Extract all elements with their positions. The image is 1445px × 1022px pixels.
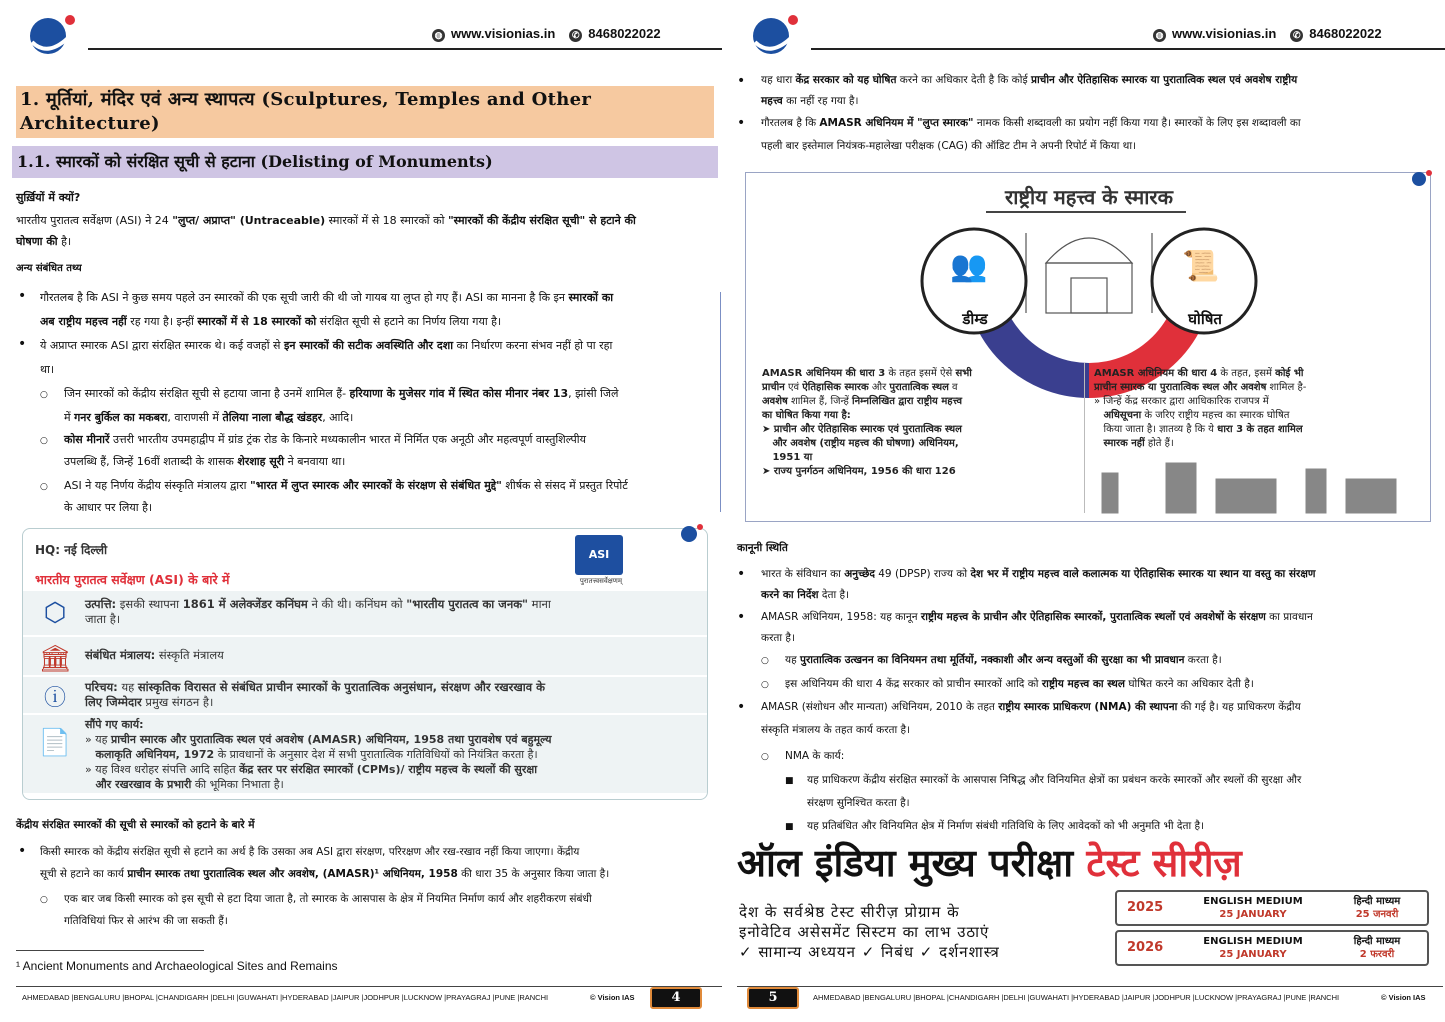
bullet: •	[737, 566, 746, 582]
divider	[1084, 363, 1085, 513]
sub-bullet: ○	[761, 752, 769, 762]
header-rule	[88, 48, 722, 50]
functions-row: 📄 सौंपे गए कार्य: » यह प्राचीन स्मारक और पुरातात्विक स्थल एवं अवशेष (AMASR) अधिनियम, 1958 तथा पुरावशेष एवं बहुमूल्य कलाकृति अधिनियम, 1972 के प्रावधानों के अनुसार देश में सभी पुरातात्विक गतिविधियों को नियंत्रित करता है। » यह विश्व धरोहर संपत्ति आदि सहित केंद्र स्तर पर संरक्षित स्मारकों (CPMs)/ राष्ट्रीय महत्त्व के स्थलों की सुरक्षा और रखरखाव के प्रभारी की भूमिका निभाता है।	[23, 715, 707, 793]
fact-1-line-1: गौरतलब है कि ASI ने कुछ समय पहले उन स्मारकों की एक सूची जारी की थी जो गायब या लुप्त हो गए हैं। ASI का मानना है कि इन स्मारकों का	[40, 291, 614, 304]
infographic-title: राष्ट्रीय महत्त्व के स्मारक	[1005, 185, 1173, 209]
vision-logo-icon	[749, 12, 805, 56]
square-bullet: ■	[785, 776, 794, 786]
legal-2-line-1: AMASR अधिनियम, 1958: यह कानून राष्ट्रीय महत्त्व के प्राचीन और ऐतिहासिक स्मारकों, पुरातात्विक स्थलों एवं अवशेषों के संरक्षण का प्रावधान	[761, 611, 1313, 623]
nma-heading: NMA के कार्य:	[785, 750, 845, 762]
footnote-rule	[16, 950, 204, 951]
declared-label: घोषित	[1188, 310, 1222, 328]
vision-logo-icon	[679, 523, 705, 543]
ministry-row: 🏛 संबंधित मंत्रालय: संस्कृति मंत्रालय	[23, 637, 707, 675]
fact-1-line-2: अब राष्ट्रीय महत्त्व नहीं रह गया है। इन्हीं स्मारकों में से 18 स्मारकों को संरक्षित सूची से हटाने का निर्णय लिया गया है।	[40, 315, 502, 328]
why-heading: सुर्ख़ियों में क्यों?	[16, 191, 81, 204]
footer-brand: © Vision IAS	[1381, 993, 1426, 1002]
fact-2-line-2: था।	[40, 363, 55, 376]
phone-number: 8468022022	[588, 26, 661, 41]
page-4	[0, 0, 722, 1022]
sub-bullet: ○	[40, 482, 48, 492]
batch-2025[interactable]: 2025 ENGLISH MEDIUM 25 JANUARY हिन्दी माध्यम 25 जनवरी	[1115, 890, 1429, 926]
origin-row: ⬡ उत्पत्ति: इसकी स्थापना 1861 में अलेक्जेंडर कनिंघम ने की थी। कनिंघम को "भारतीय पुरातत्व का जनक" माना जाता है।	[23, 591, 707, 635]
fact-2c-line-1: ASI ने यह निर्णय केंद्रीय संस्कृति मंत्रालय द्वारा "भारत में लुप्त स्मारक और स्मारकों के संरक्षण से संबंधित मुद्दे" शीर्षक से संसद में प्रस्तुत रिपोर्ट	[64, 479, 628, 492]
building-icon: 🏛	[38, 644, 72, 674]
page-number: 5	[747, 987, 799, 1009]
asi-motto: पुरातत्त्वसर्वेक्षणम्	[579, 577, 623, 585]
fact-2-line-1: ये अप्राप्त स्मारक ASI द्वारा संरक्षित स्मारक थे। कई वजहों से इन स्मारकों की सटीक अवस्थिति और दशा का निर्धारण करना संभव नहीं हो पा रहा	[40, 339, 613, 352]
header-contact	[1153, 26, 1382, 42]
fact-2b-line-1: कोस मीनारें उत्तरी भारतीय उपमहाद्वीप में ग्रांड ट्रंक रोड के किनारे मध्यकालीन भारत में निर्मित एक अनूठी और महत्वपूर्ण वास्तुशिल्पीय	[64, 433, 586, 446]
bullet: •	[737, 73, 746, 89]
document-icon: 📄	[38, 728, 72, 758]
intro-row: ⓘ परिचय: यह सांस्कृतिक विरासत से संबंधित प्राचीन स्मारकों के पुरातात्विक अनुसंधान, संरक्षण और रखरखाव के लिए जिम्मेदार प्रमुख संगठन है।	[23, 677, 707, 713]
section3-line-2: महत्त्व का नहीं रह गया है।	[761, 95, 859, 107]
legal-3-line-1: AMASR (संशोधन और मान्यता) अधिनियम, 2010 के तहत राष्ट्रीय स्मारक प्राधिकरण (NMA) की स्थापना की गई है। यह प्राधिकरण केंद्रीय	[761, 701, 1301, 713]
facts-heading: अन्य संबंधित तथ्य	[16, 263, 82, 274]
legal-2-line-2: करता है।	[761, 632, 795, 644]
bullet: •	[737, 115, 746, 131]
box-title: भारतीय पुरातत्व सर्वेक्षण (ASI) के बारे में	[35, 572, 230, 587]
footer-brand: © Vision IAS	[590, 993, 635, 1002]
hq-label: HQ: नई दिल्ली	[35, 543, 108, 557]
website-link[interactable]: www.visionias.in	[1172, 26, 1277, 41]
footer-rule	[16, 986, 722, 987]
section-3-text: AMASR अधिनियम की धारा 3 के तहत इसमें ऐसे सभी प्राचीन एवं ऐतिहासिक स्मारक और पुरातात्विक स्थल व अवशेष शामिल हैं, जिन्हें निम्नलिखित द्वारा राष्ट्रीय महत्त्व का घोषित किया गया है: ➤ प्राचीन और ऐतिहासिक स्मारक एवं पुरातात्विक स्थल और अवशेष (राष्ट्रीय महत्त्व की घोषणा) अधिनियम, 1951 या ➤ राज्य पुनर्गठन अधिनियम, 1956 की धारा 126	[762, 368, 972, 477]
legal-2a: यह पुरातात्विक उत्खनन का विनियमन तथा मूर्तियों, नक्काशी और अन्य वस्तुओं की सुरक्षा का भी प्रावधान करता है।	[785, 654, 1222, 666]
fact-2b-line-2: उपलब्धि हैं, जिन्हें 16वीं शताब्दी के शासक शेरशाह सूरी ने बनवाया था।	[64, 455, 346, 468]
batch-2026[interactable]: 2026 ENGLISH MEDIUM 25 JANUARY हिन्दी माध्यम 2 फरवरी	[1115, 930, 1429, 966]
legal-heading: कानूनी स्थिति	[737, 542, 788, 554]
sub-bullet: ○	[761, 656, 769, 666]
delisting-heading: केंद्रीय संरक्षित स्मारकों की सूची से स्मारकों को हटाने के बारे में	[16, 819, 255, 831]
globe-icon: ◍	[432, 29, 445, 42]
page-number: 4	[650, 987, 702, 1009]
banner-tagline: देश के सर्वश्रेष्ठ टेस्ट सीरीज़ प्रोग्राम के इनोवेटिव असेसमेंट सिस्टम का लाभ उठाएं ✓ सामान्य अध्ययन ✓ निबंध ✓ दर्शनशास्त्र	[739, 903, 1000, 961]
subsection-heading: 1.1. स्मारकों को संरक्षित सूची से हटाना (Delisting of Monuments)	[12, 146, 718, 178]
section3-line-1: यह धारा केंद्र सरकार को यह घोषित करने का अधिकार देती है कि कोई प्राचीन और ऐतिहासिक स्मारक या पुरातात्विक स्थल एवं अवशेष राष्ट्रीय	[761, 74, 1298, 86]
asi-info-box	[22, 528, 708, 800]
people-icon: 👥	[950, 249, 988, 284]
banner-title: ऑल इंडिया मुख्य परीक्षा टेस्ट सीरीज़	[737, 841, 1242, 885]
page-5	[723, 0, 1445, 1022]
sub-bullet: ○	[40, 895, 48, 905]
bullet: •	[18, 288, 27, 304]
whatsapp-icon: ✆	[1290, 29, 1303, 42]
test-series-banner[interactable]	[737, 836, 1433, 970]
nma-2: यह प्रतिबंधित और विनियमित क्षेत्र में निर्माण संबंधी गतिविधि के लिए आवेदकों को भी अनुमति भी देता है।	[807, 820, 1205, 832]
delist-1a-line-1: एक बार जब किसी स्मारक को इस सूची से हटा दिया जाता है, तो स्मारक के आसपास के क्षेत्र में नियमित निर्माण कार्य और शहरीकरण संबंधी	[64, 893, 592, 905]
info-icon: ⓘ	[43, 686, 66, 711]
header-rule	[811, 48, 1445, 50]
why-line-2: घोषणा की है।	[16, 235, 72, 248]
legal-3-line-2: संस्कृति मंत्रालय के तहत कार्य करता है।	[761, 724, 911, 736]
footnote: ¹ Ancient Monuments and Archaeological Sites and Remains	[16, 959, 338, 973]
nma-1-line-1: यह प्राधिकरण केंद्रीय संरक्षित स्मारकों के आसपास निषिद्ध और विनियमित क्षेत्रों का प्रबंधन करके स्मारकों और स्थलों की सुरक्षा और	[807, 774, 1302, 786]
cube-icon: ⬡	[43, 598, 67, 628]
untraceable-line-2: पहली बार इस्तेमाल नियंत्रक-महालेखा परीक्षक (CAG) की ऑडिट टीम ने अपनी रिपोर्ट में किया था।	[761, 140, 1137, 152]
column-rule	[720, 292, 721, 512]
vision-logo-icon	[26, 12, 82, 56]
globe-icon: ◍	[1153, 29, 1166, 42]
footer-rule	[737, 986, 1443, 987]
delist-1-line-2: सूची से हटाने का कार्य प्राचीन स्मारक तथा पुरातात्विक स्थल और अवशेष, (AMASR)¹ अधिनियम, 1958 की धारा 35 के अनुसार किया जाता है।	[40, 868, 610, 880]
section-heading: 1. मूर्तियां, मंदिर एवं अन्य स्थापत्य (Sculptures, Temples and Other Architecture)	[16, 86, 714, 138]
legal-2b: इस अधिनियम की धारा 4 केंद्र सरकार को प्राचीन स्मारकों आदि को राष्ट्रीय महत्त्व का स्थल घोषित करने का अधिकार देती है।	[785, 678, 1254, 690]
why-line-1: भारतीय पुरातत्व सर्वेक्षण (ASI) ने 24 "लुप्त/ अप्राप्त" (Untraceable) स्मारकों में से 18 स्मारकों को "स्मारकों की केंद्रीय संरक्षित सूची" से हटाने की	[16, 214, 636, 227]
asi-emblem: ASI	[575, 535, 623, 575]
section-4-text: AMASR अधिनियम की धारा 4 के तहत, इसमें कोई भी प्राचीन स्मारक या पुरातात्विक स्थल और अवशेष शामिल है- » जिन्हें केंद्र सरकार द्वारा आधिकारिक राजपत्र में अधिसूचना के जरिए राष्ट्रीय महत्त्व का स्मारक घोषित किया जाता है। ज्ञातव्य है कि ये धारा 3 के तहत शामिल स्मारक नहीं होते हैं।	[1094, 368, 1307, 449]
footer-cities: AHMEDABAD |BENGALURU |BHOPAL |CHANDIGARH |DELHI |GUWAHATI |HYDERABAD |JAIPUR |JODHPUR |LUCKNOW |PRAYAGRAJ |PUNE |RANCHI	[813, 993, 1340, 1002]
phone-number: 8468022022	[1309, 26, 1382, 41]
bullet: •	[18, 336, 27, 352]
legal-1-line-2: करने का निर्देश देता है।	[761, 589, 850, 601]
sub-bullet: ○	[761, 680, 769, 690]
fact-2a-line-1: जिन स्मारकों को केंद्रीय संरक्षित सूची से हटाया जाना है उनमें शामिल हैं- हरियाणा के मुजेसर गांव में स्थित कोस मीनार नंबर 13, झांसी जिले	[64, 387, 619, 400]
header-contact	[432, 26, 661, 42]
untraceable-line-1: गौरतलब है कि AMASR अधिनियम में "लुप्त स्मारक" नामक किसी शब्दावली का प्रयोग नहीं किया गया है। स्मारकों के लिए इस शब्दावली का	[761, 117, 1301, 129]
website-link[interactable]: www.visionias.in	[451, 26, 556, 41]
delist-1a-line-2: गतिविधियां फिर से आरंभ की जा सकती हैं।	[64, 915, 228, 927]
bullet: •	[737, 699, 746, 715]
certificate-icon: 📜	[1182, 249, 1220, 284]
nma-1-line-2: संरक्षण सुनिश्चित करता है।	[807, 797, 910, 809]
sub-bullet: ○	[40, 390, 48, 400]
delist-1-line-1: किसी स्मारक को केंद्रीय संरक्षित सूची से हटाने का अर्थ है कि उसका अब ASI द्वारा संरक्षण, परिरक्षण और रख-रखाव नहीं किया जाएगा। केंद्रीय	[40, 846, 580, 858]
sub-bullet: ○	[40, 436, 48, 446]
deemed-label: डीम्ड	[962, 310, 988, 328]
bullet: •	[737, 609, 746, 625]
national-importance-infographic	[745, 172, 1431, 522]
fact-2c-line-2: के आधार पर लिया है।	[64, 501, 153, 514]
fact-2a-line-2: में गनर बुर्किल का मकबरा, वाराणसी में तेलिया नाला बौद्ध खंडहर, आदि।	[64, 411, 354, 424]
square-bullet: ■	[785, 822, 794, 832]
footer-cities: AHMEDABAD |BENGALURU |BHOPAL |CHANDIGARH |DELHI |GUWAHATI |HYDERABAD |JAIPUR |JODHPUR |LUCKNOW |PRAYAGRAJ |PUNE |RANCHI	[22, 993, 549, 1002]
bullet: •	[18, 843, 27, 859]
whatsapp-icon: ✆	[569, 29, 582, 42]
legal-1-line-1: भारत के संविधान का अनुच्छेद 49 (DPSP) राज्य को देश भर में राष्ट्रीय महत्त्व वाले कलात्मक या ऐतिहासिक स्मारक या स्थान या वस्तु का संरक्षण	[761, 568, 1316, 580]
